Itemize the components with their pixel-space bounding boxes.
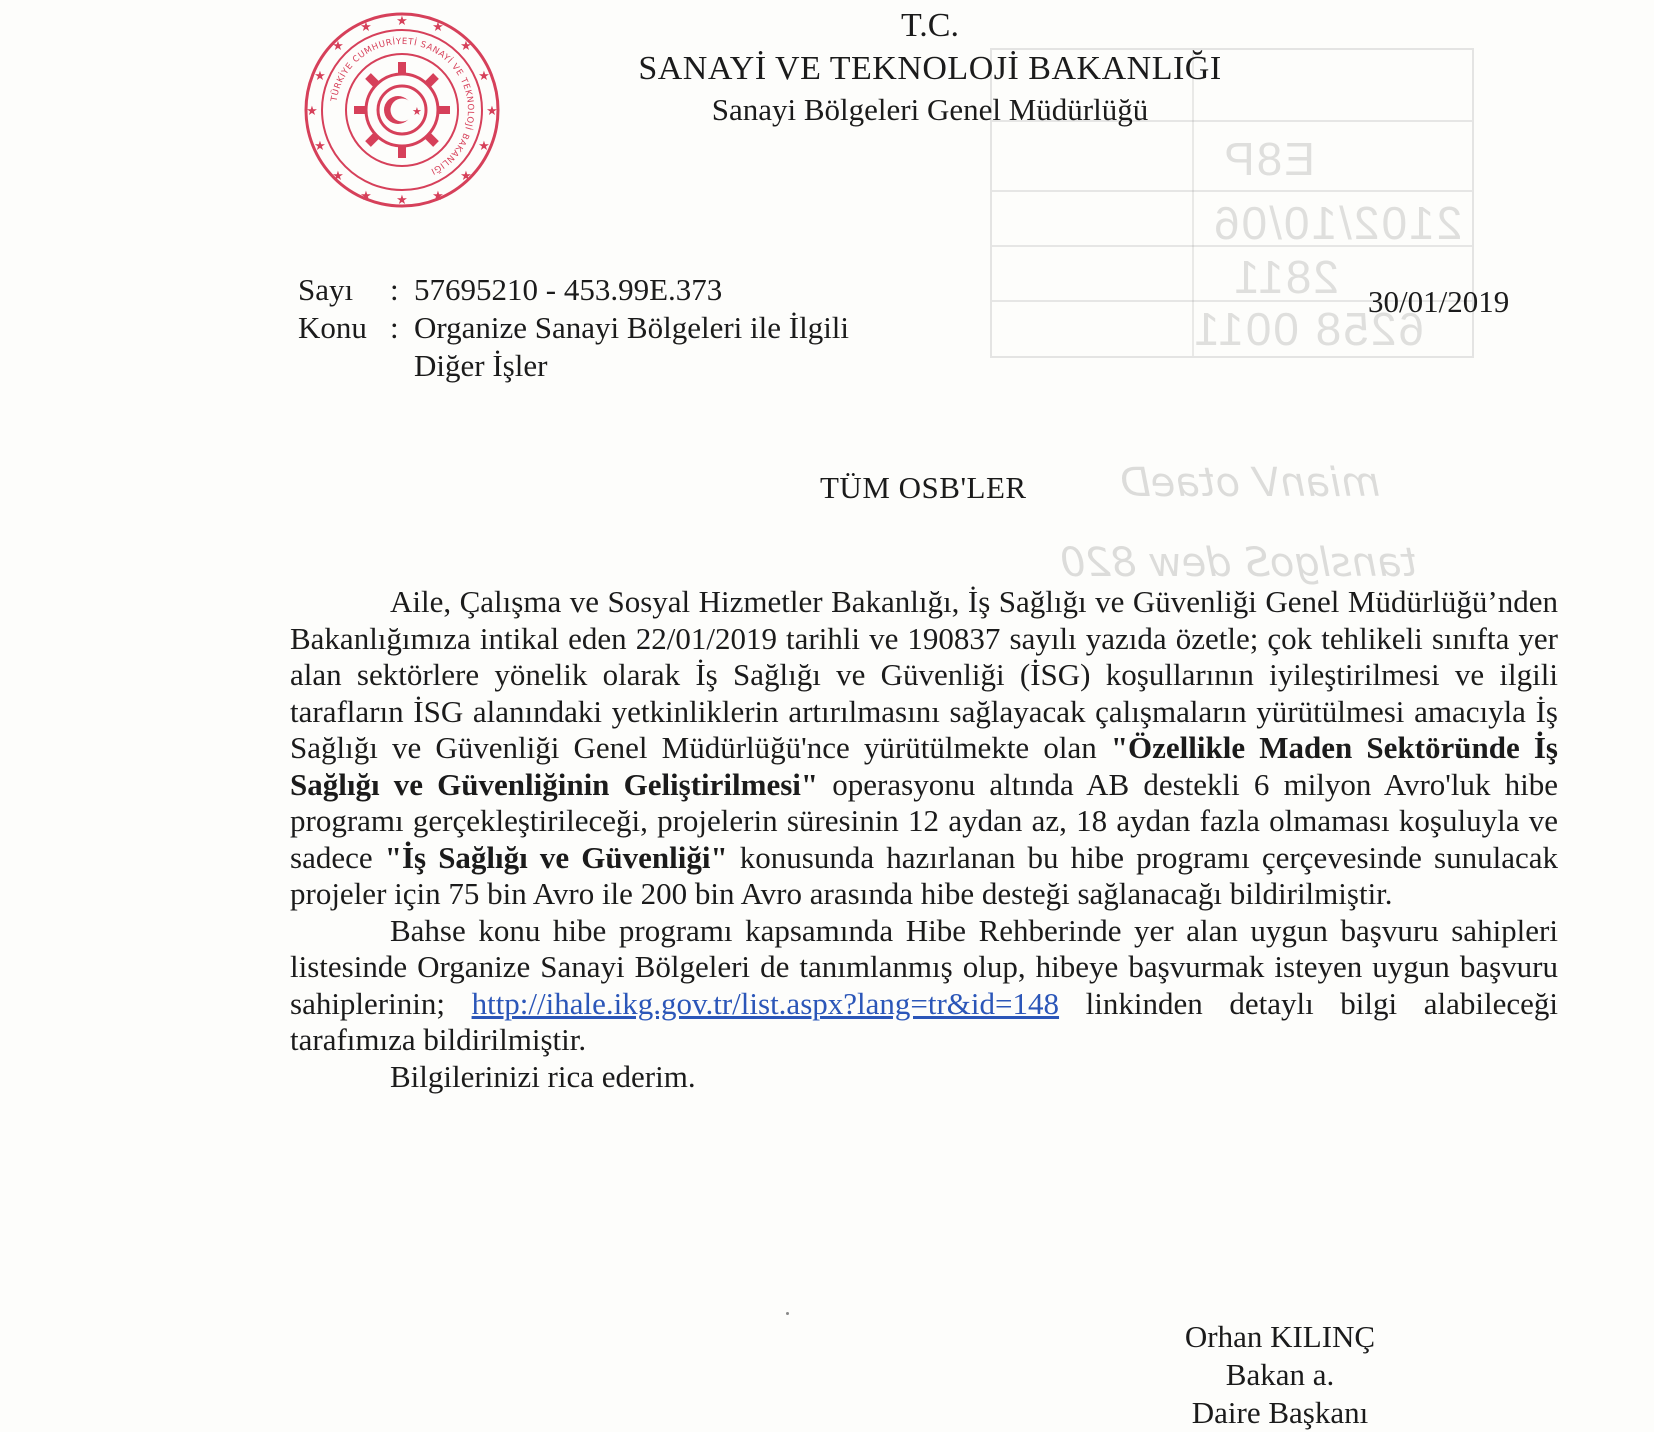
addressee: TÜM OSB'LER [820,470,1027,505]
handwriting-bleedthrough: tanslgoS dew 820 [1060,540,1418,586]
ministry-seal-icon [300,8,504,212]
sayi-value: 57695210 - 453.99E.373 [414,272,723,307]
svg-text:★: ★ [412,105,422,118]
svg-text:★: ★ [460,169,472,184]
svg-text:★: ★ [332,169,344,184]
svg-text:★: ★ [306,104,318,119]
konu-value-line2: Diğer İşler [414,348,548,383]
svg-text:★: ★ [396,14,408,29]
svg-text:★: ★ [460,39,472,54]
paragraph-1: Aile, Çalışma ve Sosyal Hizmetler Bakanlığı, İş Sağlığı ve Güvenliği Genel Müdürlüğü’nden Bakanlığımıza intikal eden 22/01/2019 tarihli ve 190837 sayılı yazıda özetle; çok tehlikeli sınıfta yer alan sektörlere yönelik olarak İş Sağlığı ve Güvenliği (İSG) koşullarının iyileştirilmesi ve ilgili tarafların İSG alanındaki yetkinliklerin artırılmasını sağlayacak çalışmaların yürütülmesi amacıyla İş Sağlığı ve Güvenliği Genel Müdürlüğü'nce yürütülmekte olan "Özellikle Maden Sektöründe İş Sağlığı ve Güvenliğinin Geliştirilmesi" operasyonu altında AB destekli 6 milyon Avro'luk hibe programı gerçekleştirileceği, projelerin süresinin 12 aydan az, 18 aydan fazla olmaması koşuluyla ve sadece "İş Sağlığı ve Güvenliği" konusunda hazırlanan bu hibe programı çerçevesinde sunulacak projeler için 75 bin Avro ile 200 bin Avro arasında hibe desteği sağlanacağı bildirilmiştir. [290,584,1558,911]
registry-stamp-bleedthrough: E8P 2102/10/06 2811 6258 0011 [990,48,1474,358]
signer-name: Orhan KILINÇ [1184,1319,1376,1354]
signer-title-2: Daire Başkanı [1191,1395,1369,1430]
bold-operation-title: "Özellikle Maden Sektöründe İş Sağlığı ve Güvenliğinin Geliştirilmesi" [290,730,1558,802]
svg-text:★: ★ [478,139,490,154]
signature-block [1150,1318,1410,1432]
meta-sayi: Sayı : 57695210 - 453.99E.373 [298,272,723,307]
grant-link[interactable]: http://ihale.ikg.gov.tr/list.aspx?lang=tr&id=148 [471,985,1060,1021]
header-department: Sanayi Bölgeleri Genel Müdürlüğü [711,92,1149,127]
header-ministry: SANAYİ VE TEKNOLOJİ BAKANLIĞI [638,50,1222,87]
document-date: 30/01/2019 [1368,284,1510,319]
konu-value-line1: Organize Sanayi Bölgeleri ile İlgili [414,310,850,345]
signer-title-1: Bakan a. [1225,1357,1335,1392]
paragraph-3: Bilgilerinizi rica ederim. [390,1058,696,1094]
svg-text:★: ★ [332,39,344,54]
speck [786,1312,789,1315]
svg-text:★: ★ [360,20,372,35]
svg-text:★: ★ [478,69,490,84]
svg-text:TÜRKİYE CUMHURİYETİ SANAYİ VE: TÜRKİYE CUMHURİYETİ SANAYİ VE TEKNOLOJİ BAKANLIĞI [329,36,476,177]
konu-label: Konu [298,310,367,345]
svg-text:★: ★ [432,20,444,35]
sayi-label: Sayı [298,272,354,307]
handwriting-bleedthrough: mianV otaeD [1120,460,1381,506]
svg-text:★: ★ [486,104,498,119]
meta-konu: Konu : Organize Sanayi Bölgeleri ile İlgili [298,310,850,345]
svg-text:★: ★ [396,193,408,208]
letterhead [600,6,1260,128]
bold-topic: "İş Sağlığı ve Güvenliği" [384,839,728,875]
paragraph-2: Bahse konu hibe programı kapsamında Hibe Rehberinde yer alan uygun başvuru sahipleri listesinde Organize Sanayi Bölgeleri de tanımlanmış olup, hibeye başvurmak isteyen uygun başvuru sahiplerinin; http://ihale.ikg.gov.tr/list.aspx?lang=tr&id=148 linkinden detaylı bilgi alabileceği tarafımıza bildirilmiştir. [290,912,1558,1057]
svg-text:★: ★ [314,69,326,84]
svg-text:★: ★ [314,139,326,154]
svg-text:★: ★ [432,189,444,204]
header-tc: T.C. [901,7,959,44]
svg-text:★: ★ [360,189,372,204]
letter-body [290,584,1558,1095]
